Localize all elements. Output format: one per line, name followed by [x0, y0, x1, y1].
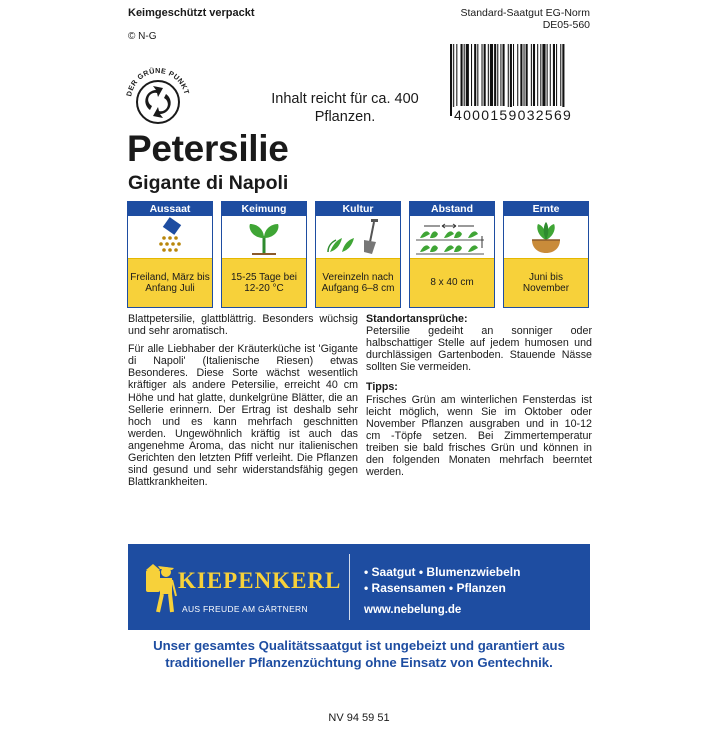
kiepenkerl-figure-icon: [142, 562, 178, 614]
sprout-icon: [222, 216, 306, 258]
spacing-icon: [410, 216, 494, 258]
product-title: Petersilie: [127, 128, 289, 169]
barcode-bar: [547, 44, 548, 106]
description-body: Für alle Liebhaber der Kräuterküche ist 'Gigante di Napoli' (Italienische Riesen) etwas Besonderes. Diese Sorte wächst wesentlich kräftiger als andere Petersilie, erreicht 40 cm Höhe und hat glatte, dunkelgrüne Blätter, die an Sellerie erinnern. Der Ertrag ist deshalb sehr hoch und es kann mehrfach geschnitten werden. Ungewöhnlich kräftig ist auch das angenehme Aroma, das nicht nur italienischen Gerichten den letzten Pfiff verleiht. Die Pflanzen sind gesund und sehr widerstandsfähig gegen Blattkrankheiten.: [128, 343, 358, 489]
brand-banner: [128, 544, 590, 630]
barcode-bar: [453, 44, 454, 116]
card-ernte: [503, 201, 589, 308]
card-kultur-head: Kultur: [316, 202, 400, 216]
barcode-bar: [461, 44, 463, 106]
card-aussaat-head: Aussaat: [128, 202, 212, 216]
barcode-bar: [537, 44, 538, 106]
barcode-bar: [560, 44, 561, 106]
site-text: Petersilie gedeiht an sonniger oder halbschattiger Stelle auf jedem humosen und durchlässigen Gartenboden. Stauende Nässe sollten Sie vermeiden.: [366, 325, 592, 374]
barcode-bar: [542, 44, 545, 106]
brand-slogan: AUS FREUDE AM GÄRTNERN: [182, 604, 308, 614]
product-code: DE05-560: [542, 19, 590, 31]
spade-icon: [316, 216, 400, 258]
barcode-bar: [531, 44, 532, 106]
barcode-bar: [482, 44, 483, 106]
description: [128, 313, 358, 494]
gruener-punkt-text: DER GRÜNE PUNKT: [124, 65, 192, 98]
card-abstand: [409, 201, 495, 308]
growing-info: [366, 313, 592, 486]
packaging-note: Keimgeschützt verpackt: [128, 7, 255, 19]
barcode-bar: [533, 44, 535, 106]
product-variety: Gigante di Napoli: [128, 172, 289, 194]
card-keimung-head: Keimung: [222, 202, 306, 216]
article-number: NV 94 59 51: [328, 712, 390, 724]
brand-list-line-1: • Saatgut • Blumenzwiebeln: [364, 565, 521, 579]
barcode-bar: [508, 44, 509, 116]
barcode-bar: [517, 44, 518, 106]
standard-info: [460, 7, 590, 31]
card-aussaat: [127, 201, 213, 308]
barcode-bar: [526, 44, 528, 106]
barcode: [448, 44, 590, 116]
standard-label: Standard-Saatgut EG-Norm: [460, 7, 590, 19]
barcode-bar: [484, 44, 486, 106]
card-ernte-head: Ernte: [504, 202, 588, 216]
description-intro: Blattpetersilie, glattblättrig. Besonders wüchsig und sehr aromatisch.: [128, 313, 358, 338]
harvest-bowl-icon: [504, 216, 588, 258]
barcode-bar: [466, 44, 469, 106]
tips-text: Frisches Grün am winterlichen Fensterdas ist leicht möglich, wenn Sie im Oktober oder November Pflanzen ausgraben und in 10-12 cm -Töpfe setzen. Bei Zimmertemperatur treiben sie bald frisches Grün und können in den folgenden Monaten mehrfach beerntet werden.: [366, 393, 592, 479]
brand-divider: [349, 554, 350, 620]
site-heading: Standortansprüche:: [366, 313, 468, 325]
cultivation-cards: [127, 201, 590, 310]
card-keimung-text: 15-25 Tage bei 12-20 °C: [222, 259, 306, 307]
card-keimung: [221, 201, 307, 308]
barcode-bar: [556, 44, 557, 106]
barcode-bar: [497, 44, 498, 106]
seed-packet-icon: [128, 216, 212, 258]
barcode-bar: [553, 44, 555, 106]
card-ernte-text: Juni bis November: [504, 259, 588, 307]
barcode-bar: [503, 44, 505, 106]
barcode-bar: [540, 44, 541, 106]
barcode-bar: [456, 44, 457, 106]
barcode-digits: 4000159032569: [454, 107, 573, 123]
copyright: © N-G: [128, 31, 157, 42]
barcode-bar: [524, 44, 525, 106]
card-kultur-text: Vereinzeln nach Aufgang 6–8 cm: [316, 259, 400, 307]
tips-heading: Tipps:: [366, 381, 398, 394]
brand-list-line-2: • Rasensamen • Pflanzen: [364, 581, 506, 595]
barcode-bar: [490, 44, 493, 106]
gruener-punkt-logo: [120, 60, 196, 136]
brand-product-list: [364, 564, 520, 596]
brand-website-link[interactable]: www.nebelung.de: [364, 604, 462, 616]
quality-notice: Unser gesamtes Qualitätssaatgut ist ungebeizt und garantiert aus traditioneller Pflanzenzüchtung ohne Einsatz von Gentechnik.: [153, 638, 565, 670]
card-kultur: [315, 201, 401, 308]
barcode-bar: [562, 44, 564, 116]
card-abstand-head: Abstand: [410, 202, 494, 216]
contents-note: Inhalt reicht für ca. 400 Pflanzen.: [271, 91, 419, 125]
barcode-bar: [477, 44, 478, 106]
card-aussaat-text: Freiland, März bis Anfang Juli: [128, 259, 212, 307]
barcode-bar: [550, 44, 551, 106]
barcode-bar: [471, 44, 472, 106]
brand-name: KIEPENKERL: [178, 568, 342, 593]
barcode-bar: [513, 44, 514, 106]
barcode-bar: [500, 44, 501, 106]
barcode-bar: [520, 44, 522, 106]
barcode-bar: [510, 44, 512, 116]
barcode-bar: [450, 44, 452, 116]
barcode-bar: [488, 44, 489, 106]
card-abstand-text: 8 x 40 cm: [410, 259, 494, 307]
barcode-bar: [474, 44, 476, 106]
barcode-bar: [494, 44, 496, 106]
barcode-bar: [464, 44, 465, 106]
